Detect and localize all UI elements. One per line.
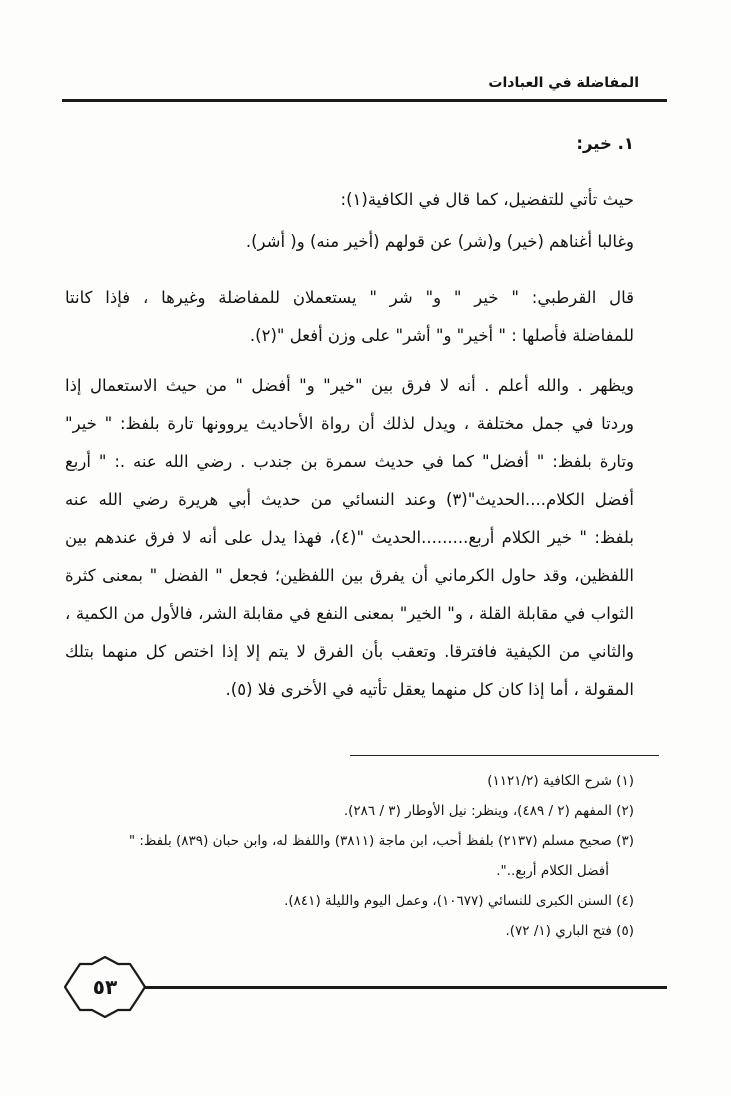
footer-divider [130, 986, 667, 989]
text-line: المقولة ، أما إذا كان كل منهما يعقل تأتيه في الأخرى فلا (٥). [225, 680, 634, 699]
text-line: الثواب في مقابلة القلة ، و" الخير" بمعنى النفع في مقابلة الشر، فالأول من الكمية ، [65, 604, 634, 623]
header-divider [62, 99, 667, 102]
text-line: قال القرطبي: " خير " و" شر " يستعملان للمفاضلة وغيرها ، فإذا كانتا [65, 288, 634, 307]
footnote-item: (٤) السنن الكبرى للنسائي (١٠٦٧٧)، وعمل اليوم والليلة (٨٤١). [284, 893, 634, 909]
main-body-text [65, 125, 634, 709]
page-number: ٥٣ [92, 975, 118, 999]
footnote-item: (٣) صحيح مسلم (٢١٣٧) بلفظ أحب، ابن ماجة (٣٨١١) واللفظ له، وابن حبان (٨٣٩) بلفظ: " [128, 833, 634, 849]
text-line: وردتا في جمل مختلفة ، ويدل لذلك أن رواة الأحاديث يروونها تارة بلفظ: " خير" [65, 414, 634, 433]
footnote-item: (٢) المفهم (٢ / ٤٨٩)، وينظر: نيل الأوطار (٣ / ٢٨٦). [343, 803, 634, 819]
text-line: والثاني من الكيفية فافترقا. وتعقب بأن الفرق لا يتم إلا إذا اختص كل منهما بتلك [65, 642, 634, 661]
text-line: اللفظين، وقد حاول الكرماني أن يفرق بين اللفظين؛ فجعل " الفضل " بمعنى كثرة [65, 566, 634, 585]
section-heading: ١. خير: [576, 134, 634, 153]
text-line: حيث تأتي للتفضيل، كما قال في الكافية(١): [340, 190, 634, 209]
footnote-continuation: أفضل الكلام أربع..". [496, 863, 609, 879]
footnote-item: (٥) فتح الباري (١/ ٧٢). [505, 923, 634, 939]
text-line: أفضل الكلام....الحديث"(٣) وعند النسائي من حديث أبي هريرة رضي الله عنه [65, 490, 634, 509]
page-number-badge [64, 956, 146, 1018]
verse-line: وغالبا أغناهم (خير) و(شر) عن قولهم (أخير منه) و( أشر). [245, 232, 634, 251]
footnote-separator [350, 755, 659, 756]
footnote-item: (١) شرح الكافية (١١٢١/٢) [487, 773, 634, 789]
footnotes [65, 766, 634, 946]
running-header-title: المفاضلة في العبادات [488, 75, 639, 91]
text-line: للمفاضلة فأصلها : " أخير" و" أشر" على وزن أفعل "(٢). [249, 326, 634, 345]
text-line: ويظهر . والله أعلم . أنه لا فرق بين "خير" و" أفضل " من حيث الاستعمال إذا [65, 376, 634, 395]
text-line: وتارة بلفظ: " أفضل" كما في حديث سمرة بن جندب . رضي الله عنه .: " أربع [65, 452, 634, 471]
text-line: بلفظ: " خير الكلام أربع.........الحديث "(٤)، فهذا يدل على أنه لا فرق عندهم بين [65, 528, 634, 547]
